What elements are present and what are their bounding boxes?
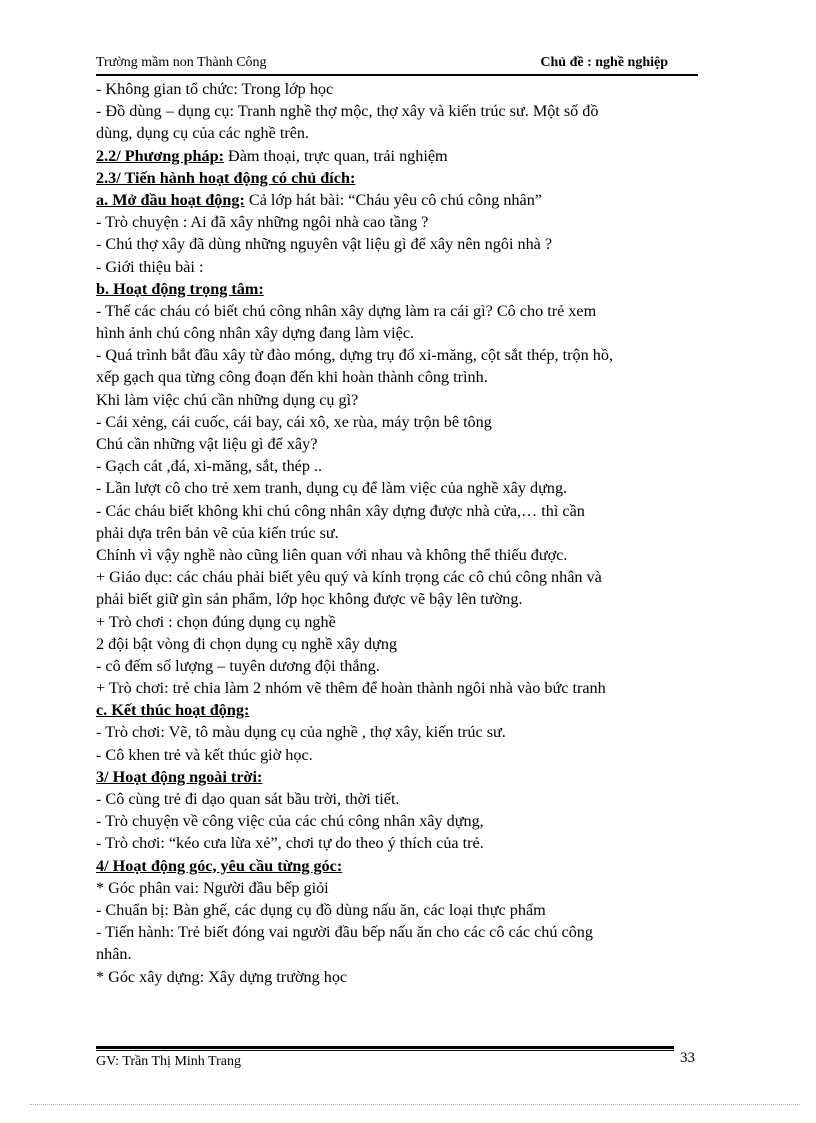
text-line: phải biết giữ gìn sản phẩm, lớp học không được vẽ bậy lên tường. <box>96 590 523 609</box>
text-line: hình ảnh chú công nhân xây dựng đang làm việc. <box>96 324 415 343</box>
text-line: + Giáo dục: các cháu phải biết yêu quý và kính trọng các cô chú công nhân và <box>96 568 602 587</box>
text-line: - Thế các cháu có biết chú công nhân xây dựng làm ra cái gì? Cô cho trẻ xem <box>96 301 597 320</box>
section-line <box>96 145 696 167</box>
section-heading: 3/ Hoạt động ngoài trời: <box>96 767 263 786</box>
text-line: - Đồ dùng – dụng cụ: Tranh nghề thợ mộc, thợ xây và kiến trúc sư. Một số đồ <box>96 102 599 121</box>
section-heading: a. Mở đầu hoạt động: <box>96 190 245 209</box>
page-header <box>96 53 696 75</box>
header-divider <box>96 74 698 76</box>
page-edge <box>30 1104 800 1105</box>
section-heading: 2.3/ Tiến hành hoạt động có chủ đích: <box>96 168 356 187</box>
page-number: 33 <box>680 1050 695 1066</box>
text-line: + Trò chơi : chọn đúng dụng cụ nghề <box>96 612 336 631</box>
text-line: - cô đếm số lượng – tuyên dương đội thắng. <box>96 656 380 675</box>
section-text: Đàm thoại, trực quan, trải nghiệm <box>223 146 448 165</box>
school-name: Trường mầm non Thành Công <box>96 55 267 70</box>
text-line: phải dựa trên bản vẽ của kiến trúc sư. <box>96 523 339 542</box>
text-line: - Các cháu biết không khi chú công nhân xây dựng được nhà cửa,… thì cần <box>96 501 585 520</box>
text-line: - Trò chơi: “kéo cưa lừa xẻ”, chơi tự do theo ý thích của trẻ. <box>96 834 484 853</box>
section-line <box>96 855 696 877</box>
section-line <box>96 167 696 189</box>
section-heading: b. Hoạt động trọng tâm: <box>96 279 264 298</box>
section-heading: 4/ Hoạt động góc, yêu cầu từng góc: <box>96 856 343 875</box>
text-line: - Tiến hành: Trẻ biết đóng vai người đầu bếp nấu ăn cho các cô các chú công <box>96 923 593 942</box>
text-line: xếp gạch qua từng công đoạn đến khi hoàn thành công trình. <box>96 368 488 387</box>
document-body <box>96 78 696 988</box>
footer-divider <box>96 1046 674 1049</box>
text-line: - Quá trình bắt đầu xây từ đào móng, dựng trụ đổ xi-măng, cột sắt thép, trộn hồ, <box>96 346 614 365</box>
text-line: 2 đội bật vòng đi chọn dụng cụ nghề xây dựng <box>96 634 398 653</box>
footer-divider-thin <box>96 1050 674 1051</box>
text-line: * Góc phân vai: Người đầu bếp giỏi <box>96 878 329 897</box>
section-line <box>96 699 696 721</box>
section-line <box>96 189 696 211</box>
text-line: nhân. <box>96 945 132 964</box>
text-line: - Cô khen trẻ và kết thúc giờ học. <box>96 745 313 764</box>
text-line: - Gạch cát ,đá, xi-măng, sắt, thép .. <box>96 457 323 476</box>
text-line: - Giới thiệu bài : <box>96 257 204 276</box>
text-line: - Chuẩn bị: Bàn ghế, các dụng cụ đồ dùng nấu ăn, các loại thực phẩm <box>96 900 546 919</box>
text-line: - Không gian tổ chức: Trong lớp học <box>96 80 334 98</box>
section-text: Cả lớp hát bài: “Cháu yêu cô chú công nhân” <box>244 190 542 209</box>
author-name: GV: Trần Thị Minh Trang <box>96 1054 241 1069</box>
text-line: * Góc xây dựng: Xây dựng trường học <box>96 967 348 986</box>
section-line <box>96 766 696 788</box>
topic-label: Chủ đề : nghề nghiệp <box>540 55 668 70</box>
section-line <box>96 278 696 300</box>
text-line: Khi làm việc chú cần những dụng cụ gì? <box>96 390 359 409</box>
text-line: Chính vì vậy nghề nào cũng liên quan với nhau và không thể thiếu được. <box>96 545 568 564</box>
text-line: - Lần lượt cô cho trẻ xem tranh, dụng cụ để làm việc của nghề xây dựng. <box>96 479 568 498</box>
text-line: + Trò chơi: trẻ chia làm 2 nhóm vẽ thêm để hoàn thành ngôi nhà vào bức tranh <box>96 679 606 698</box>
section-heading: c. Kết thúc hoạt động: <box>96 701 250 720</box>
text-line: - Trò chuyện : Ai đã xây những ngôi nhà cao tầng ? <box>96 213 429 232</box>
text-line: Chú cần những vật liệu gì để xây? <box>96 435 318 453</box>
section-heading: 2.2/ Phương pháp: <box>96 146 224 165</box>
text-line: dùng, dụng cụ của các nghề trên. <box>96 124 310 143</box>
text-line: - Trò chơi: Vẽ, tô màu dụng cụ của nghề , thợ xây, kiến trúc sư. <box>96 723 506 742</box>
text-line: - Cô cùng trẻ đi dạo quan sát bầu trời, thời tiết. <box>96 790 400 808</box>
text-line: - Trò chuyện về công việc của các chú công nhân xây dựng, <box>96 812 484 831</box>
text-line: - Cái xẻng, cái cuốc, cái bay, cái xô, xe rùa, máy trộn bê tông <box>96 412 492 431</box>
text-line: - Chú thợ xây đã dùng những nguyên vật liệu gì để xây nên ngôi nhà ? <box>96 235 553 254</box>
